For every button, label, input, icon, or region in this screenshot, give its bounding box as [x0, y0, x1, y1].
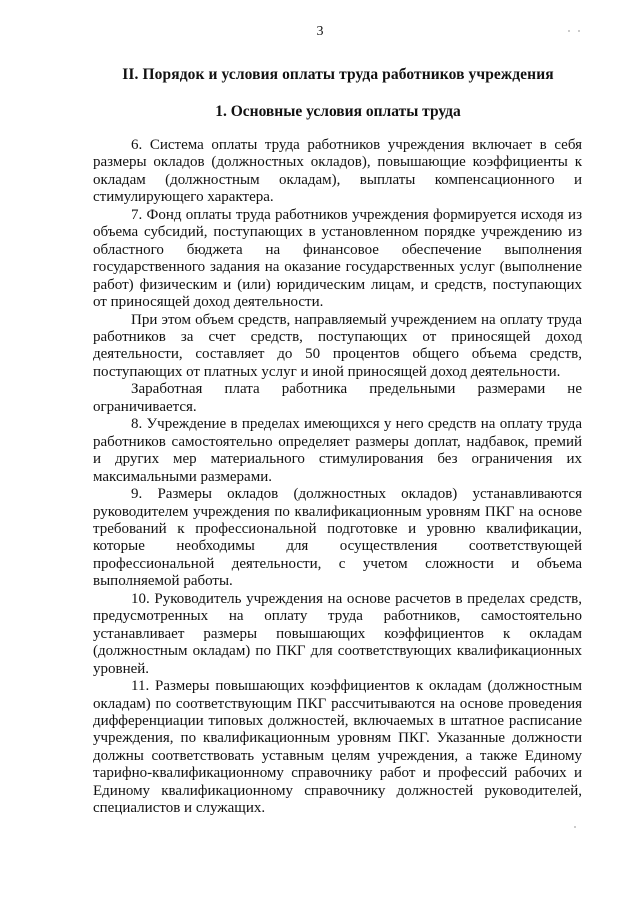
paragraph-7-funds: При этом объем средств, направляемый учреждением на оплату труда работников за счет средств, поступающих от приносящей доход деятельности, составляет до 50 процентов общего объема средств, поступающих от платных услуг и иной приносящей доход деятельности. — [93, 311, 582, 380]
paragraph-11: 11. Размеры повышающих коэффициентов к окладам (должностным окладам) по соответствующим ПКГ рассчитываются на основе проведения дифференциации типовых должностей, включаемых в штатное расписание учреждения, по квалификационным уровням ПКГ. Указанные должности должны соответствовать уставным целям учреждения, а также Единому тарифно-квалификационному справочнику работ и профессий рабочих и Единому квалификационному справочнику должностей руководителей, специалистов и служащих. — [93, 678, 582, 817]
paragraph-7: 7. Фонд оплаты труда работников учреждения формируется исходя из объема субсидий, поступающих в установленном порядке учреждению из областного бюджета на финансовое обеспечение выполнения государственного задания на оказание государственных услуг (выполнение работ) физическим и (или) юридическим лицам, и средств, поступающих от приносящей доход деятельности. — [93, 206, 582, 311]
document-body — [93, 137, 582, 818]
paragraph-7-salary-limit: Заработная плата работника предельными размерами не ограничивается. — [93, 381, 582, 415]
section-title: II. Порядок и условия оплаты труда работников учреждения — [122, 66, 554, 83]
scan-speck — [568, 30, 570, 32]
paragraph-8: 8. Учреждение в пределах имеющихся у него средств на оплату труда работников самостоятельно определяет размеры доплат, надбавок, премий и других мер материального стимулирования без ограничения их максимальными размерами. — [93, 416, 582, 485]
scan-speck — [578, 30, 580, 32]
scan-speck — [574, 826, 576, 828]
paragraph-9: 9. Размеры окладов (должностных окладов) устанавливаются руководителем учреждения по квалификационным уровням ПКГ на основе требований к профессиональной подготовке и уровню квалификации, которые необходимы для осуществления соответствующей профессиональной деятельности, с учетом сложности и объема выполняемой работы. — [93, 486, 582, 590]
subsection-title: 1. Основные условия оплаты труда — [215, 103, 461, 120]
paragraph-6: 6. Система оплаты труда работников учреждения включает в себя размеры окладов (должностных окладов), повышающие коэффициенты к окладам (должностным окладам), выплаты компенсационного и стимулирующего характера. — [93, 137, 582, 206]
paragraph-10: 10. Руководитель учреждения на основе расчетов в пределах средств, предусмотренных на оплату труда работников, самостоятельно устанавливает размеры повышающих коэффициентов к окладам (должностным окладам) по ПКГ для соответствующих квалификационных уровней. — [93, 590, 582, 677]
page-number: 3 — [316, 24, 324, 39]
